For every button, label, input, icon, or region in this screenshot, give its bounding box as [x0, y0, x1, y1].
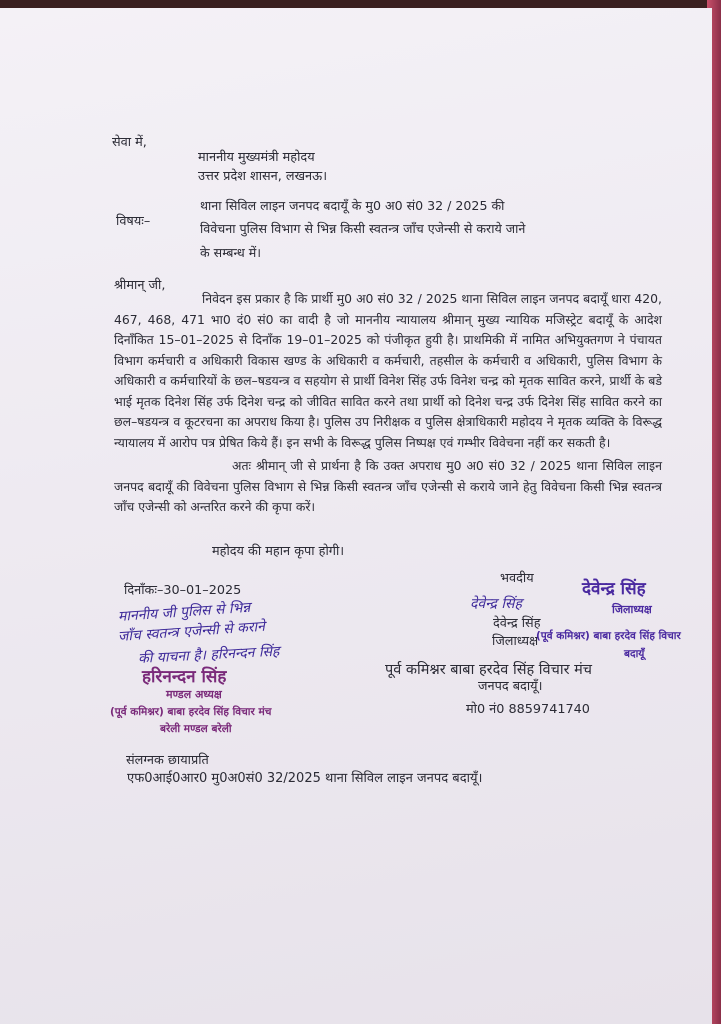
yours-faithfully: भवदीय — [500, 571, 534, 586]
right-stamp-name: देवेन्द्र सिंह — [582, 579, 646, 599]
subject-line1: थाना सिविल लाइन जनपद बदायूँ के मु0 अ0 सं0 32 / 2025 की — [200, 198, 505, 213]
letter-page — [0, 8, 712, 1024]
sender-district: जनपद बदायूँ। — [478, 679, 543, 694]
handwritten-note-line1: माननीय जी पुलिस से भिन्न — [117, 599, 251, 625]
right-stamp-org: (पूर्व कमिश्नर) बाबा हरदेव सिंह विचार — [536, 630, 681, 642]
paragraph-2: अतः श्रीमान् जी से प्रार्थना है कि उक्त अपराध मु0 अ0 सं0 32 / 2025 थाना सिविल लाइन जनपद बदायूँ की विवेचना पुलिस विभाग से भिन्न किसी स्वतन्त्र जाँच एजेन्सी से कराये जाने हेतु विवेचना किसी भिन्न स्वतन्त्र जाँच एजेन्सी को अन्तरित करने की कृपा करें। — [114, 458, 662, 514]
closing-request: महोदय की महान कृपा होगी। — [212, 544, 345, 559]
sender-title: जिलाध्यक्ष — [492, 634, 539, 649]
subject-line3: के सम्बन्ध में। — [200, 245, 262, 260]
addressee-line1: माननीय मुख्यमंत्री महोदय — [198, 150, 315, 165]
date-line: दिनाँकः–30–01–2025 — [124, 583, 242, 598]
right-stamp-district: बदायूँ — [624, 648, 645, 660]
left-stamp-name: हरिनन्दन सिंह — [142, 667, 227, 687]
addressee-line2: उत्तर प्रदेश शासन, लखनऊ। — [198, 169, 328, 184]
paragraph-1: निवेदन इस प्रकार है कि प्रार्थी मु0 अ0 सं0 32 / 2025 थाना सिविल लाइन जनपद बदायूँ धारा 420, 467, 468, 471 भा0 दं0 सं0 का वादी है जो माननीय न्यायालय श्रीमान् मुख्य न्यायिक मजिस्ट्रेट बदायूँ के आदेश दिनाँकित 15–01–2025 से दिनाँक 19–01–2025 को पंजीकृत हुयी है। प्राथमिकी में नामित अभियुक्तगण ने पंचायत विभाग कर्मचारी व अधिकारी विकास खण्ड के अधिकारी व कर्मचारी, तहसील के कर्मचारी व अधिकारी, पुलिस विभाग के अधिकारी व कर्मचारियों के छल–षडयन्त्र व सहयोग से प्रार्थी विनेश सिंह उर्फ विनेश चन्द्र को मृतक सावित करने, प्रार्थी के बडे भाई मृतक दिनेश सिंह उर्फ दिनेश चन्द्र को जीवित सावित करने तथा प्रार्थी को दिनेश चन्द्र उर्फ दिनेश सिंह सावित करने का छल–षडयन्त्र व कूटरचना का अपराध किया है। पुलिस उप निरीक्षक व पुलिस क्षेत्राधिकारी महोदय ने मृतक व्यक्ति के विरूद्ध न्यायालय में आरोप पत्र प्रेषित किये हैं। इन सभी के विरूद्ध पुलिस निष्पक्ष एवं गम्भीर विवेचना नहीं कर सकती है। — [114, 291, 662, 450]
sender-name: देवेन्द्र सिंह — [493, 616, 541, 631]
greeting: श्रीमान् जी, — [114, 278, 166, 293]
left-stamp-title: मण्डल अध्यक्ष — [166, 688, 222, 701]
sender-org: पूर्व कमिश्नर बाबा हरदेव सिंह विचार मंच — [385, 662, 593, 678]
handwritten-note-line3: की याचना है। हरिनन्दन सिंह — [137, 643, 280, 667]
enclosure-label: संलग्नक छायाप्रति — [126, 753, 209, 768]
salutation-to: सेवा में, — [112, 135, 147, 150]
subject-label: विषयः– — [116, 214, 151, 229]
left-stamp-region: बरेली मण्डल बरेली — [160, 723, 232, 735]
subject-line2: विवेचना पुलिस विभाग से भिन्न किसी स्वतन्त्र जाँच एजेन्सी से कराये जाने — [200, 221, 526, 236]
handwritten-note-line2: जाँच स्वतन्त्र एजेन्सी से कराने — [117, 618, 266, 645]
right-stamp-title: जिलाध्यक्ष — [612, 603, 652, 616]
sender-signature: देवेन्द्र सिंह — [470, 596, 522, 612]
sender-mobile: मो0 नं0 8859741740 — [466, 702, 590, 717]
enclosure-item: एफ0आई0आर0 मु0अ0सं0 32/2025 थाना सिविल लाइन जनपद बदायूँ। — [127, 771, 483, 786]
left-stamp-org: (पूर्व कमिश्नर) बाबा हरदेव सिंह विचार मंच — [110, 706, 272, 718]
